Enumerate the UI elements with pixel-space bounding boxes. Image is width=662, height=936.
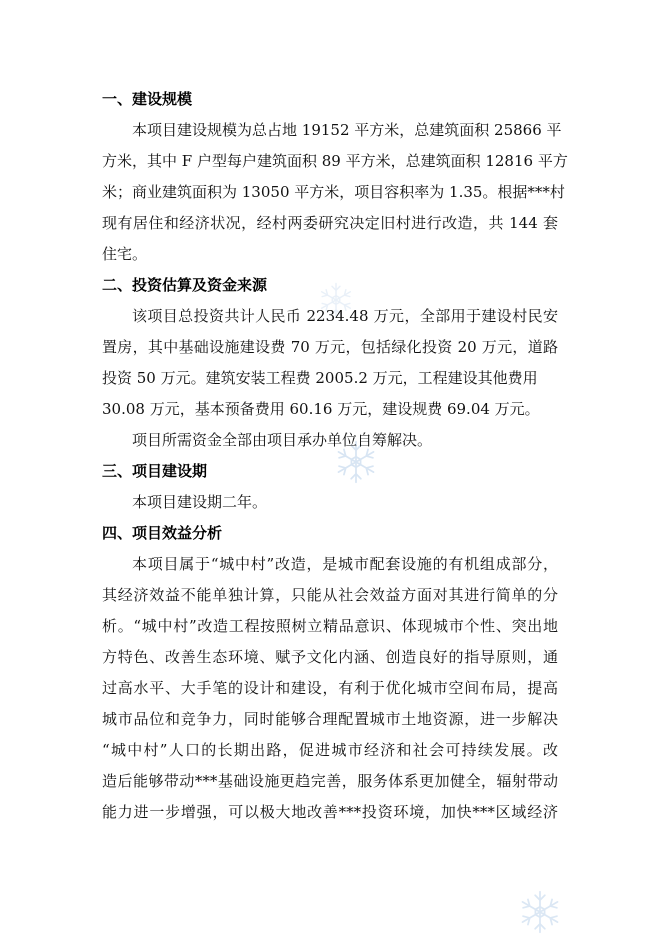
paragraph-line: 析。“城中村”改造工程按照树立精品意识、体现城市个性、突出地: [102, 617, 558, 635]
paragraph-line: 城市品位和竞争力，同时能够合理配置城市土地资源，进一步解决: [102, 710, 558, 728]
paragraph: [102, 549, 558, 828]
paragraph-line: 项目所需资金全部由项目承办单位自筹解决。: [132, 431, 433, 449]
section-investment-estimate: [102, 270, 558, 456]
watermark-snowflake-icon: [518, 890, 562, 934]
section-construction-scale: [102, 84, 568, 270]
paragraph-line: 本项目建设期二年。: [132, 493, 268, 511]
paragraph-line: 该项目总投资共计人民币 2234.48 万元，全部用于建设村民安: [132, 307, 558, 325]
paragraph-line: 方米，其中 F 户型每户建筑面积 89 平方米，总建筑面积 12816 平方: [102, 152, 568, 170]
paragraph-line: 其经济效益不能单独计算，只能从社会效益方面对其进行简单的分: [102, 586, 558, 604]
section-heading: 二、投资估算及资金来源: [102, 276, 268, 294]
section-benefit-analysis: [102, 518, 558, 828]
section-heading: 三、项目建设期: [102, 462, 208, 480]
paragraph-line: 住宅。: [102, 245, 148, 263]
paragraph-line: 置房，其中基础设施建设费 70 万元，包括绿化投资 20 万元，道路: [102, 338, 558, 356]
paragraph-line: 过高水平、大手笔的设计和建设，有利于优化城市空间布局，提高: [102, 679, 558, 697]
paragraph-line: 能力进一步增强，可以极大地改善***投资环境，加快***区域经济: [102, 803, 558, 821]
paragraph: [102, 115, 568, 270]
paragraph-line: 本项目属于“城中村”改造，是城市配套设施的有机组成部分，: [132, 555, 558, 573]
paragraph-line: 方特色、改善生态环境、赋予文化内涵、创造良好的指导原则，通: [102, 648, 558, 666]
paragraph-line: 投资 50 万元。建筑安装工程费 2005.2 万元，工程建设其他费用: [102, 369, 538, 387]
paragraph-line: “城中村”人口的长期出路，促进城市经济和社会可持续发展。改: [102, 741, 558, 759]
section-heading: 四、项目效益分析: [102, 524, 223, 542]
paragraph: [102, 425, 558, 456]
section-construction-period: [102, 456, 558, 518]
document-body: [102, 84, 568, 828]
paragraph-line: 米；商业建筑面积为 13050 平方米，项目容积率为 1.35。根据***村: [102, 183, 565, 201]
paragraph: [102, 487, 558, 518]
paragraph-line: 造后能够带动***基础设施更趋完善，服务体系更加健全，辐射带动: [102, 772, 558, 790]
paragraph-line: 本项目建设规模为总占地 19152 平方米，总建筑面积 25866 平: [132, 121, 562, 139]
paragraph-line: 30.08 万元，基本预备费用 60.16 万元，建设规费 69.04 万元。: [102, 400, 540, 418]
section-heading: 一、建设规模: [102, 90, 193, 108]
paragraph-line: 现有居住和经济状况，经村两委研究决定旧村进行改造，共 144 套: [102, 214, 558, 232]
paragraph: [102, 301, 558, 425]
